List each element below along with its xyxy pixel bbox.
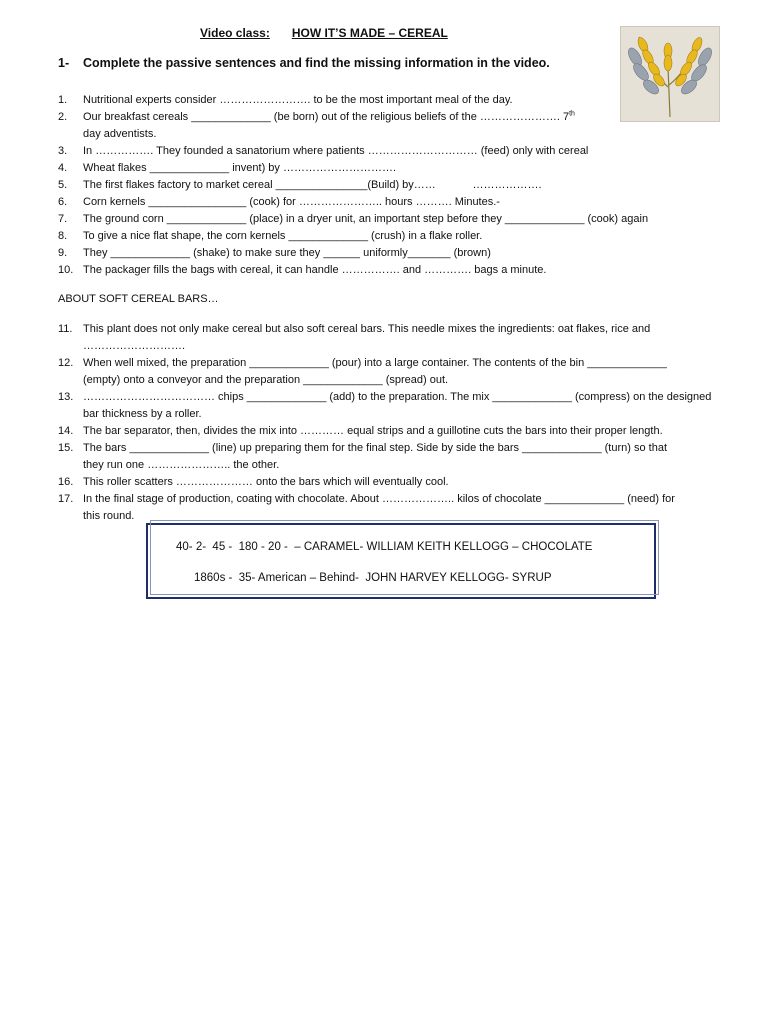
item-number: 10.: [58, 264, 74, 276]
list-item: [58, 406, 723, 423]
item-text-body: The packager fills the bags with cereal, it can handle ……………. and …………. bags a minute.: [83, 264, 547, 276]
item-text-body: The first flakes factory to market cereal _______________(Build) by…… ……………….: [83, 179, 542, 191]
item-text: [83, 406, 723, 423]
list-item: [58, 160, 723, 177]
item-text: [83, 457, 723, 474]
item-number: 6.: [58, 196, 68, 208]
item-text: [83, 160, 723, 177]
item-text-body: Wheat flakes _____________ invent) by ………………………….: [83, 162, 397, 174]
list-item: [58, 177, 723, 194]
item-text: [83, 109, 723, 126]
item-text-body: (empty) onto a conveyor and the preparation _____________ (spread) out.: [83, 374, 449, 386]
item-text: [83, 321, 723, 338]
question-list-part1: [58, 92, 723, 279]
item-number: [58, 508, 83, 525]
item-text: [83, 338, 723, 355]
item-text-body: When well mixed, the preparation _____________ (pour) into a large container. The contents of the bin _____________: [83, 357, 667, 369]
item-text: [83, 372, 723, 389]
list-item: [58, 491, 723, 508]
item-text-body: they run one ………………….. the other.: [83, 459, 280, 471]
item-text: [83, 355, 723, 372]
item-text: [83, 143, 723, 160]
item-text: [83, 262, 723, 279]
item-text-body: bar thickness by a roller.: [83, 408, 202, 420]
list-item: [58, 92, 723, 109]
item-text-body: day adventists.: [83, 128, 157, 140]
item-number: 14.: [58, 425, 74, 437]
item-number: 16.: [58, 476, 74, 488]
item-number: 13.: [58, 391, 74, 403]
item-text-body: this round.: [83, 510, 135, 522]
item-text: [83, 245, 723, 262]
list-item: [58, 262, 723, 279]
worksheet-title: [200, 26, 448, 40]
item-text-body: In ……………. They founded a sanatorium where patients ………………………… (feed) only with cereal: [83, 145, 589, 157]
item-text-body: They _____________ (shake) to make sure they ______ uniformly_______ (brown): [83, 247, 491, 259]
list-item: [58, 126, 723, 143]
item-text: [83, 440, 723, 457]
list-item: [58, 109, 723, 126]
item-text: [83, 228, 723, 245]
item-number: 4.: [58, 162, 68, 174]
item-text: [83, 423, 723, 440]
list-item: [58, 338, 723, 355]
item-text: [83, 194, 723, 211]
item-number: 9.: [58, 247, 68, 259]
word-bank-line-1: 40- 2- 45 - 180 - 20 - – CARAMEL- WILLIAM KEITH KELLOGG – CHOCOLATE: [176, 541, 593, 553]
item-text-body: To give a nice flat shape, the corn kernels _____________ (crush) in a flake roller.: [83, 230, 483, 242]
list-item: [58, 389, 723, 406]
exercise-number: 1-: [58, 56, 70, 70]
item-number: [58, 457, 83, 474]
item-number: 12.: [58, 357, 74, 369]
item-number: 8.: [58, 230, 68, 242]
exercise-instruction: Complete the passive sentences and find the missing information in the video.: [83, 56, 550, 70]
list-item: [58, 143, 723, 160]
item-text-body: This plant does not only make cereal but also soft cereal bars. This needle mixes the ingredients: oat flakes, rice and: [83, 323, 651, 335]
list-item: [58, 474, 723, 491]
item-text: [83, 92, 723, 109]
item-number: 5.: [58, 179, 68, 191]
item-superscript: th: [569, 110, 575, 118]
section-label: ABOUT SOFT CEREAL BARS…: [58, 293, 219, 305]
item-text: [83, 389, 723, 406]
item-number: [58, 406, 83, 423]
item-text-body: Our breakfast cereals _____________ (be born) out of the religious beliefs of the …………………. 7: [83, 111, 570, 123]
item-text: [83, 177, 723, 194]
item-text-body: Corn kernels ________________ (cook) for ………………….. hours ………. Minutes.-: [83, 196, 500, 208]
item-number: [58, 372, 83, 389]
item-text-body: The ground corn _____________ (place) in a dryer unit, an important step before they _____________ (cook) again: [83, 213, 649, 225]
list-item: [58, 457, 723, 474]
list-item: [58, 211, 723, 228]
item-text-body: This roller scatters ………………… onto the bars which will eventually cool.: [83, 476, 449, 488]
list-item: [58, 355, 723, 372]
item-number: [58, 126, 83, 143]
list-item: [58, 423, 723, 440]
item-text: [83, 474, 723, 491]
item-number: 17.: [58, 493, 74, 505]
list-item: [58, 194, 723, 211]
item-text-body: In the final stage of production, coating with chocolate. About ……………….. kilos of chocolate _____________ (need) for: [83, 493, 675, 505]
item-number: 7.: [58, 213, 68, 225]
title-prefix: Video class:: [200, 26, 270, 40]
item-number: 1.: [58, 94, 68, 106]
item-text-body: ……………………….: [83, 340, 186, 352]
item-text: [83, 126, 723, 143]
exercise-heading: [58, 56, 550, 70]
item-number: 3.: [58, 145, 68, 157]
word-bank-line-2: 1860s - 35- American – Behind- JOHN HARVEY KELLOGG- SYRUP: [194, 572, 552, 584]
list-item: [58, 440, 723, 457]
item-text-body: Nutritional experts consider ……………………. to be the most important meal of the day.: [83, 94, 513, 106]
list-item: [58, 372, 723, 389]
item-text-body: The bar separator, then, divides the mix into ………… equal strips and a guillotine cuts the bars into their proper length.: [83, 425, 663, 437]
item-text-body: The bars _____________ (line) up preparing them for the final step. Side by side the bars _____________ (turn) so that: [83, 442, 667, 454]
item-text-body: ……………………………… chips _____________ (add) to the preparation. The mix _____________ (compress) on the designed: [83, 391, 712, 403]
title-main: HOW IT’S MADE – CEREAL: [291, 26, 448, 40]
item-text: [83, 491, 723, 508]
list-item: [58, 228, 723, 245]
list-item: [58, 321, 723, 338]
item-number: 15.: [58, 442, 74, 454]
list-item: [58, 245, 723, 262]
word-bank-box: [146, 523, 656, 599]
item-number: 2.: [58, 111, 68, 123]
item-text: [83, 211, 723, 228]
question-list-part2: [58, 321, 723, 525]
item-number: [58, 338, 83, 355]
item-number: 11.: [58, 323, 73, 335]
